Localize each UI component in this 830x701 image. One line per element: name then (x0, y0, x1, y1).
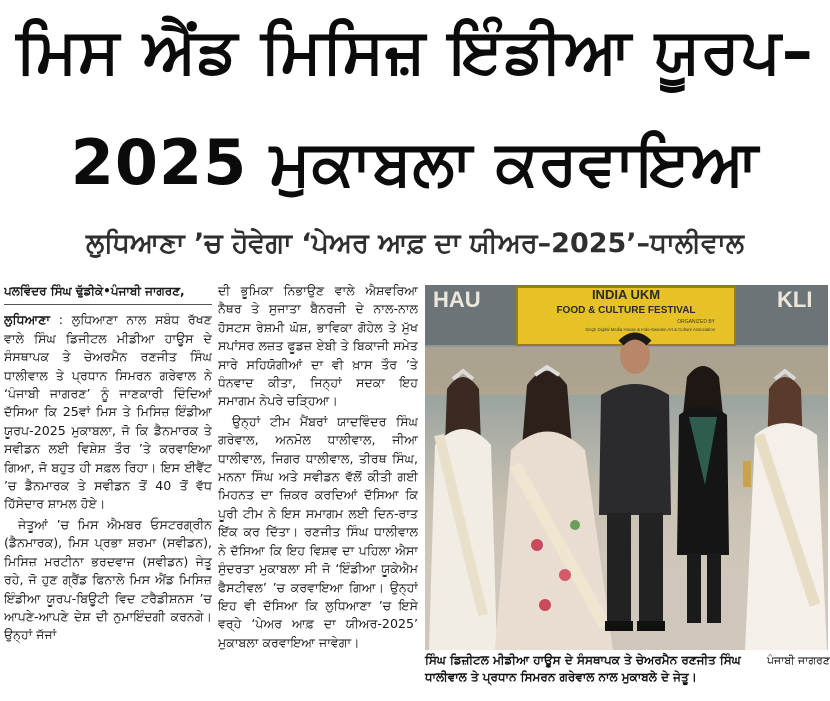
banner-organized-by: ORGANIZED BY (677, 319, 715, 325)
banner-organizers: Singh Digital Media House & Indo-Sweden Art & Culture Association (585, 327, 715, 332)
byline: ਪਲਵਿੰਦਰ ਸਿੰਘ ਢੁੱਡੀਕੇ•ਪੰਜਾਬੀ ਜਾਗਰਣ, (4, 282, 212, 305)
banner-subtitle: FOOD & CULTURE FESTIVAL (556, 305, 696, 316)
article-column-2 (218, 282, 418, 694)
column-1-paragraph-2: ਜੇਤੂਆਂ ’ਚ ਮਿਸ ਐਮਬਰ ਓਸਟਰਗ੍ਰੀਨ (ਡੈਨਮਾਰਕ), ਮਿਸ ਪ੍ਰਭਾ ਸ਼ਰਮਾ (ਸਵੀਡਨ), ਮਿਸਿਜ਼ ਮਰਟੀਨਾ ਭਰਦਵਾਜ (ਸਵੀਡਨ) ਜੇਤੂ ਰਹੇ, ਜੋ ਹੁਣ ਗ੍ਰੈਂਡ ਫਿਨਾਲੇ ਮਿਸ ਐਂਡ ਮਿਸਿਜ਼ ਇੰਡੀਆ ਯੂਰਪ-ਬਿਊਟੀ ਵਿਦ ਟਰੈਡੀਸ਼ਨਸ ’ਚ ਆਪਣੇ-ਆਪਣੇ ਦੇਸ਼ ਦੀ ਨੁਮਾਇੰਦਗੀ ਕਰਨਗੇ। ਉਨ੍ਹਾਂ ਜੱਜਾਂ (4, 516, 212, 643)
banner-title: INDIA UKM (591, 287, 661, 302)
subheadline: ਲੁਧਿਆਣਾ ’ਚ ਹੋਵੇਗਾ ‘ਪੇਅਰ ਆਫ਼ ਦਾ ਯੀਅਰ–2025’–ਧਾਲੀਵਾਲ (85, 228, 745, 259)
photo-bg-text-left: HAU (433, 287, 481, 312)
column-2-paragraph-2: ਉਨ੍ਹਾਂ ਟੀਮ ਮੈਂਬਰਾਂ ਯਾਦਵਿੰਦਰ ਸਿੰਘ ਗਰੇਵਾਲ, ਅਨਮੋਲ ਧਾਲੀਵਾਲ, ਜੀਆ ਧਾਲੀਵਾਲ, ਜਿਗਰ ਧਾਲੀਵਾਲ, ਤੀਰਥ ਸਿੰਘ, ਮਨਨਾ ਸਿੰਘ ਅਤੇ ਸਵੀਡਨ ਵੱਲੋਂ ਕੀਤੀ ਗਈ ਮਿਹਨਤ ਦਾ ਜ਼ਿਕਰ ਕਰਦਿਆਂ ਦੱਸਿਆ ਕਿ ਪੂਰੀ ਟੀਮ ਨੇ ਇਸ ਸਮਾਗਮ ਲਈ ਦਿਨ-ਰਾਤ ਇੱਕ ਕਰ ਦਿੱਤਾ। ਰਣਜੀਤ ਸਿੰਘ ਧਾਲੀਵਾਲ ਨੇ ਦੱਸਿਆ ਕਿ ਇਹ ਵਿਸ਼ਵ ਦਾ ਪਹਿਲਾ ਐਸਾ ਸੁੰਦਰਤਾ ਮੁਕਾਬਲਾ ਸੀ ਜੋ ‘ਇੰਡੀਆ ਯੂਕੇਐਮ ਫੈਸਟੀਵਲ’ ’ਚ ਕਰਵਾਇਆ ਗਿਆ। ਉਨ੍ਹਾਂ ਇਹ ਵੀ ਦੱਸਿਆ ਕਿ ਲੁਧਿਆਣਾ ’ਚ ਇਸੇ ਵਰ੍ਹੇ ‘ਪੇਅਰ ਆਫ਼ ਦਾ ਯੀਅਰ-2025’ ਮੁਕਾਬਲਾ ਕਰਵਾਇਆ ਜਾਵੇਗਾ। (218, 413, 418, 650)
winner-left (429, 371, 497, 650)
column-1-paragraph-1 (4, 311, 212, 513)
photo-caption (425, 652, 830, 686)
dateline: ਲੁਧਿਆਣਾ (4, 312, 51, 328)
event-photo-illustration (425, 285, 828, 650)
column-1-paragraph-1-text: : ਲੁਧਿਆਣਾ ਨਾਲ ਸਬੰਧ ਰੱਖਣ ਵਾਲੇ ਸਿੰਘ ਡਿਜੀਟਲ ਮੀਡੀਆ ਹਾਊਸ ਦੇ ਸੰਸਥਾਪਕ ਤੇ ਚੇਅਰਮੈਨ ਰਣਜੀਤ ਸਿੰਘ ਧਾਲੀਵਾਲ ਤੇ ਪ੍ਰਧਾਨ ਸਿਮਰਨ ਗਰੇਵਾਲ ਨੇ ‘ਪੰਜਾਬੀ ਜਾਗਰਣ’ ਨੂੰ ਜਾਣਕਾਰੀ ਦਿੰਦਿਆਂ ਦੱਸਿਆ ਕਿ 25ਵਾਂ ਮਿਸ ਤੇ ਮਿਸਿਜ਼ ਇੰਡੀਆ ਯੂਰਪ-2025 ਮੁਕਾਬਲਾ, ਜੋ ਕਿ ਡੈਨਮਾਰਕ ਤੇ ਸਵੀਡਨ ਲਈ ਵਿਸ਼ੇਸ਼ ਤੌਰ ’ਤੇ ਕਰਵਾਇਆ ਗਿਆ, ਜੋ ਬਹੁਤ ਹੀ ਸਫ਼ਲ ਰਿਹਾ। ਇਸ ਈਵੈਂਟ ’ਚ ਡੈਨਮਾਰਕ ਤੇ ਸਵੀਡਨ ਤੋਂ 40 ਤੋਂ ਵੱਧ ਹਿੱਸੇਦਾਰ ਸ਼ਾਮਲ ਹੋਏ। (4, 312, 212, 512)
headline-line-1: ਮਿਸ ਐਂਡ ਮਿਸਿਜ਼ ਇੰਡੀਆ ਯੂਰਪ– (16, 14, 814, 87)
photo-bg-text-right: KLI (777, 287, 813, 312)
article-column-1 (4, 282, 212, 694)
event-photo (425, 285, 828, 650)
winner-right (743, 371, 827, 650)
winner-center-left (495, 367, 613, 650)
photo-caption-text: ਸਿੰਘ ਡਿਜ਼ੀਟਲ ਮੀਡੀਆ ਹਾਊਸ ਦੇ ਸੰਸਥਾਪਕ ਤੇ ਚੇਅਰਮੈਨ ਰਣਜੀਤ ਸਿੰਘ ਧਾਲੀਵਾਲ ਤੇ ਪ੍ਰਧਾਨ ਸਿਮਰਨ ਗਰੇਵਾਲ ਨਾਲ ਮੁਕਾਬਲੇ ਦੇ ਜੇਤੂ। (425, 653, 741, 684)
headline-line-2: 2025 ਮੁਕਾਬਲਾ ਕਰਵਾਇਆ (70, 126, 760, 199)
photo-credit: ਪੰਜਾਬੀ ਜਾਗਰਣ (766, 654, 830, 667)
column-2-paragraph-1: ਦੀ ਭੂਮਿਕਾ ਨਿਭਾਉਣ ਵਾਲੇ ਐਸ਼ਵਰਿਆ ਨੈਥਰ ਤੇ ਸੁਜਾਤਾ ਬੈਨਰਜੀ ਦੇ ਨਾਲ-ਨਾਲ ਹੋਸਟਸ ਰੇਸ਼ਮੀ ਘੋਸ਼, ਭਾਵਿਕਾ ਗੋਹੇਲ ਤੇ ਮੁੱਖ ਸਪਾਂਸਰ ਲਜ਼ਤ ਫੂਡਜ਼ ਏਬੀ ਤੇ ਬਿਕਾਜੀ ਸਮੇਤ ਸਾਰੇ ਸਹਿਯੋਗੀਆਂ ਦਾ ਵੀ ਖ਼ਾਸ ਤੌਰ ’ਤੇ ਧੰਨਵਾਦ ਕੀਤਾ, ਜਿਨ੍ਹਾਂ ਸਦਕਾ ਇਹ ਸਮਾਗਮ ਨੇਪਰੇ ਚੜ੍ਹਿਆ। (218, 283, 418, 409)
